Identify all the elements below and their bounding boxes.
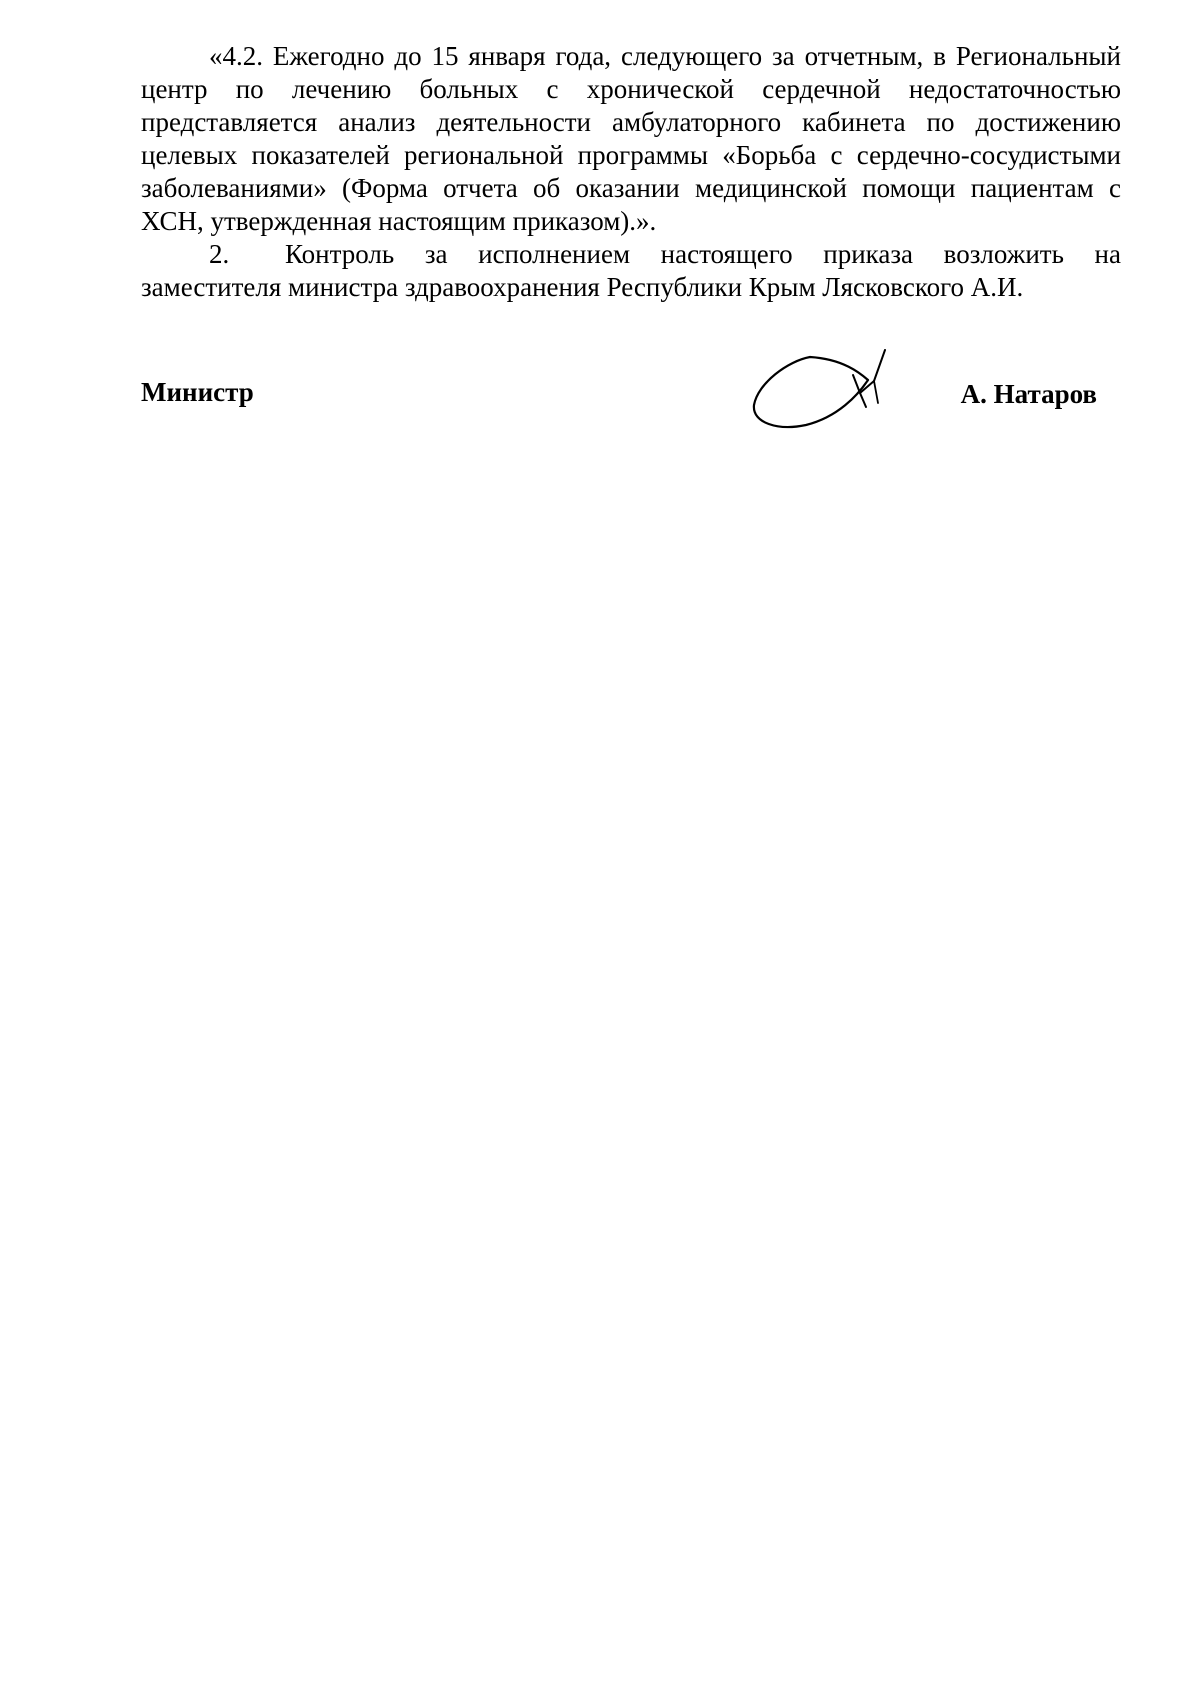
document-body xyxy=(141,40,1121,304)
handwritten-signature-icon xyxy=(748,345,898,440)
signatory-title: Министр xyxy=(141,377,254,407)
signatory-name: А. Натаров xyxy=(960,379,1097,409)
paragraph-4-2: «4.2. Ежегодно до 15 января года, следующего за отчетным, в Региональный центр по лечению больных с хронической сердечной недостаточностью представляется анализ деятельности амбулаторного кабинета по достижению целевых показателей региональной программы «Борьба с сердечно-сосудистыми заболеваниями» (Форма отчета об оказании медицинской помощи пациентам с ХСН, утвержденная настоящим приказом).». xyxy=(141,41,1121,236)
paragraph-2-number: 2. xyxy=(209,239,230,269)
paragraph-2 xyxy=(141,238,1121,304)
paragraph-2-text: Контроль за исполнением настоящего приказа возложить на заместителя министра здравоохранения Республики Крым Лясковского А.И. xyxy=(141,239,1121,302)
